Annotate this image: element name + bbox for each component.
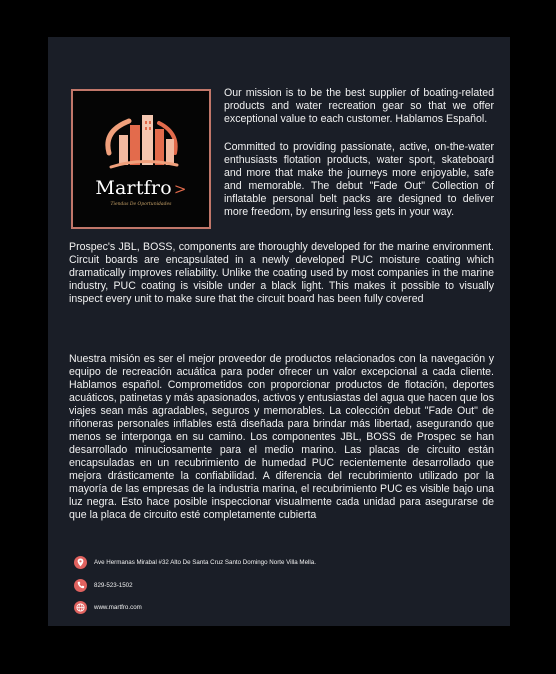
contact-website[interactable]: www.martfro.com [94, 603, 142, 611]
jbl-boss-paragraph: Prospec's JBL, BOSS, components are thoroughly developed for the marine environment. Circuit boards are encapsulated in a newly developed PUC moisture coating which dramatically improves reliability. Unlike the coating used by most companies in the marine industry, PUC coating is visible under a black light. This makes it possible to visually inspect every unit to make sure that the circuit board has been fully covered [69, 241, 494, 305]
spanish-paragraph: Nuestra misión es ser el mejor proveedor de productos relacionados con la navegación y equipo de recreación acuática para poder ofrecer un valor excepcional a cada cliente. Hablamos español. Comprometidos con proporcionar productos de flotación, deportes acuáticos, patinetas y más apasionados, activos y entusiastas del agua que hacen que los viajes sean más agradables, seguros y memorables. La colección debut "Fade Out" de riñoneras personales inflables está diseñada para brindar más libertad, asegurando que menos se interponga en su camino. Los componentes JBL, BOSS de Prospec se han desarrollado minuciosamente para el medio marino. Las placas de circuito están encapsuladas en un recubrimiento de humedad PUC recientemente desarrollado que mejora drásticamente la confiabilidad. A diferencia del recubrimiento utilizado por la mayoría de las empresas de la industria marina, el recubrimiento PUC es visible bajo una luz negra. Esto hace posible inspeccionar visualmente cada unidad para asegurarse de que la placa de circuito esté completamente cubierta [69, 353, 494, 521]
logo-brand-name [73, 177, 209, 199]
flyer-card [48, 37, 510, 626]
logo-brand-text: Martfro [95, 177, 172, 199]
martfro-logo [71, 89, 211, 229]
phone-icon [74, 579, 87, 592]
mission-paragraph: Our mission is to be the best supplier of boating-related products and water recreation gear so that we offer exceptional value to each customer. Hablamos Español. [224, 87, 494, 125]
logo-brand-accent: > [173, 180, 187, 198]
contact-address: Ave Hermanas Mirabal #32 Alto De Santa Cruz Santo Domingo Norte Villa Mella. [94, 558, 316, 566]
globe-icon [74, 601, 87, 614]
contact-website-row [74, 600, 142, 614]
contact-phone: 829-523-1502 [94, 581, 133, 589]
commitment-paragraph: Committed to providing passionate, active, on-the-water enthusiasts flotation products, water sport, skateboard and more that make the journeys more enjoyable, safe and memorable. The debut "Fade Out" Collection of inflatable personal belt packs are designed to deliver more freedom, by ensuring less gets in your way. [224, 141, 494, 218]
location-pin-icon [74, 556, 87, 569]
contact-address-row [74, 555, 316, 569]
contact-phone-row [74, 578, 133, 592]
logo-tagline: Tiendas De Oportunidades [110, 202, 172, 207]
